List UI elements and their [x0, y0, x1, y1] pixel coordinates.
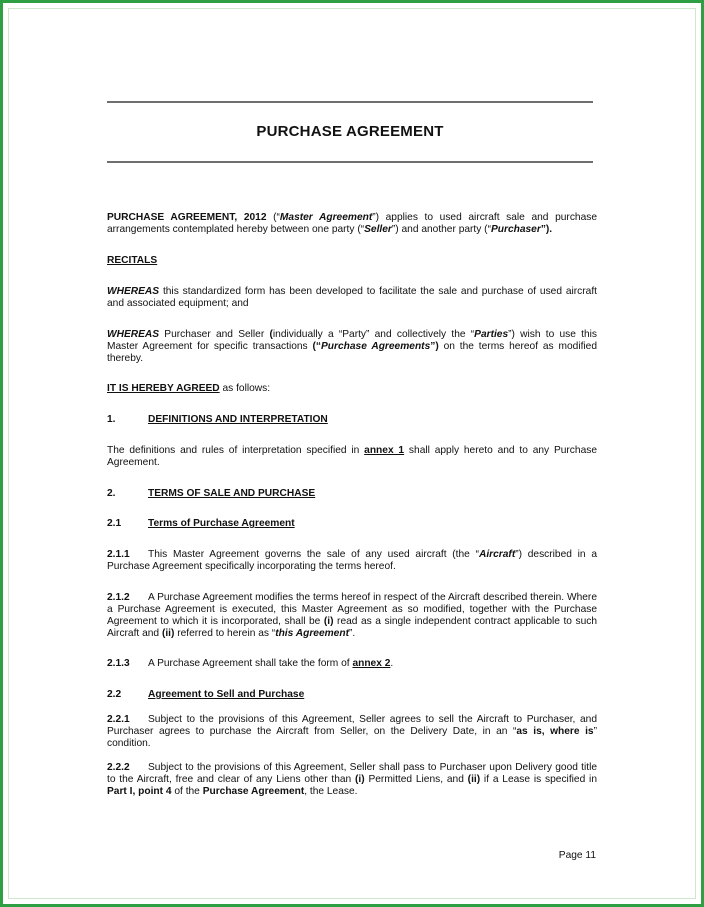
- section-2-1-2-paragraph: [107, 592, 597, 640]
- clause-number: 2.2.2: [107, 762, 130, 773]
- whereas-text: on the terms hereof as modified thereby.: [107, 341, 598, 364]
- annex-2-reference: annex 2: [352, 658, 391, 669]
- section-heading-text: Agreement to Sell and Purchase: [148, 689, 305, 700]
- intro-text: (“: [266, 212, 280, 223]
- paragraph-text: referred to herein as “: [174, 628, 276, 639]
- intro-term-master-agreement: Master Agreement: [279, 212, 373, 223]
- intro-text: ”).: [540, 224, 553, 235]
- whereas-text: this standardized form has been developed to facilitate the sale and purchase of used aircraft and associated equipment; and: [107, 286, 597, 309]
- annex-1-reference: annex 1: [364, 445, 405, 456]
- section-number: 2.2: [107, 689, 122, 700]
- section-number: 2.1: [107, 518, 122, 529]
- whereas-term-purchase-agreements: Purchase Agreements: [321, 341, 431, 352]
- term-this-agreement: this Agreement: [275, 628, 349, 639]
- paragraph-text: A Purchase Agreement modifies the terms hereof in respect of the Aircraft described therein. Where a Purchase Agreement is executed, this Master Agreement as so modified, together with the Purchase Agreement to which it is incorporated, shall be: [107, 592, 597, 627]
- intro-paragraph: [107, 212, 597, 236]
- whereas-term-parties: Parties: [474, 329, 509, 340]
- item-marker: (ii): [161, 628, 175, 639]
- whereas-text: ”): [430, 341, 439, 352]
- intro-agreement-name: PURCHASE AGREEMENT, 2012: [107, 212, 267, 223]
- agreed-line: [107, 383, 597, 395]
- section-number: 1.: [107, 414, 116, 425]
- paragraph-text: ” condition.: [107, 726, 597, 749]
- paragraph-text: .: [390, 658, 394, 669]
- whereas-text: Purchaser and Seller: [159, 329, 270, 340]
- whereas-text: (: [269, 329, 273, 340]
- section-2-2-heading: [107, 689, 597, 701]
- agreed-keyword: IT IS HEREBY AGREED: [107, 383, 220, 394]
- document-title: PURCHASE AGREEMENT: [256, 123, 444, 140]
- section-heading-text: Terms of Purchase Agreement: [148, 518, 295, 529]
- whereas-paragraph-1: [107, 286, 597, 310]
- section-1-paragraph: [107, 445, 597, 469]
- paragraph-text: of the: [171, 786, 203, 797]
- title-rule-bottom: [107, 161, 593, 163]
- paragraph-text: if a Lease is specified in: [480, 774, 597, 785]
- section-heading-text: DEFINITIONS AND INTERPRETATION: [148, 414, 328, 425]
- paragraph-text: The definitions and rules of interpretation specified in: [107, 445, 365, 456]
- section-heading-text: TERMS OF SALE AND PURCHASE: [148, 488, 316, 499]
- section-2-1-1-paragraph: [107, 549, 597, 573]
- paragraph-text: ”.: [348, 628, 356, 639]
- whereas-text: ”) wish to use this Master Agreement for specific transactions: [107, 329, 598, 352]
- agreed-text: as follows:: [219, 383, 271, 394]
- clause-number: 2.1.3: [107, 658, 130, 669]
- item-marker: (ii): [467, 774, 481, 785]
- term-as-is-where-is: as is, where is: [516, 726, 594, 737]
- clause-number: 2.1.2: [107, 592, 130, 603]
- paragraph-text: Permitted Liens, and: [364, 774, 468, 785]
- paragraph-text: , the Lease.: [304, 786, 358, 797]
- part-reference: Part I, point 4: [107, 786, 172, 797]
- section-2-2-2-paragraph: [107, 762, 597, 798]
- section-number: 2.: [107, 488, 116, 499]
- purchase-agreement-reference: Purchase Agreement: [202, 786, 305, 797]
- paragraph-text: ”) described in a Purchase Agreement specifically incorporating the terms hereof.: [107, 549, 597, 572]
- whereas-keyword: WHEREAS: [107, 329, 160, 340]
- intro-text: ”) and another party (“: [391, 224, 491, 235]
- recitals-heading-text: RECITALS: [107, 255, 158, 266]
- paragraph-text: shall apply hereto and to any Purchase Agreement.: [107, 445, 597, 468]
- intro-term-seller: Seller: [364, 224, 392, 235]
- intro-text: ”) applies to used aircraft sale and purchase arrangements contemplated hereby between one party (“: [107, 212, 598, 235]
- item-marker: (i): [355, 774, 365, 785]
- whereas-text: individually a “Party” and collectively the “: [272, 329, 475, 340]
- clause-number: 2.2.1: [107, 714, 130, 725]
- section-2-2-1-paragraph: [107, 714, 597, 750]
- clause-number: 2.1.1: [107, 549, 130, 560]
- paragraph-text: read as a single independent contract applicable to such Aircraft and: [107, 616, 598, 639]
- title-rule-top: [107, 101, 593, 103]
- term-aircraft: Aircraft: [478, 549, 516, 560]
- paragraph-text: Subject to the provisions of this Agreement, Seller shall pass to Purchaser upon Delivery good title to the Aircraft, free and clear of any Liens other than: [107, 762, 597, 785]
- intro-term-purchaser: Purchaser: [490, 224, 541, 235]
- paragraph-text: A Purchase Agreement shall take the form of: [148, 658, 353, 669]
- item-marker: (i): [323, 616, 334, 627]
- whereas-text: (“: [312, 341, 321, 352]
- whereas-keyword: WHEREAS: [107, 286, 160, 297]
- section-2-1-3-paragraph: [107, 658, 597, 670]
- paragraph-text: This Master Agreement governs the sale of any used aircraft (the “: [148, 549, 479, 560]
- page-number: Page 11: [558, 850, 596, 861]
- recitals-heading: [107, 255, 597, 267]
- section-2-1-heading: [107, 518, 597, 530]
- section-2-heading: [107, 488, 597, 500]
- paragraph-text: Subject to the provisions of this Agreement, Seller agrees to sell the Aircraft to Purchaser, and Purchaser agrees to purchase the Aircraft from Seller, on the Delivery Date, in an “: [107, 714, 597, 737]
- whereas-paragraph-2: [107, 329, 597, 365]
- section-1-heading: [107, 414, 597, 426]
